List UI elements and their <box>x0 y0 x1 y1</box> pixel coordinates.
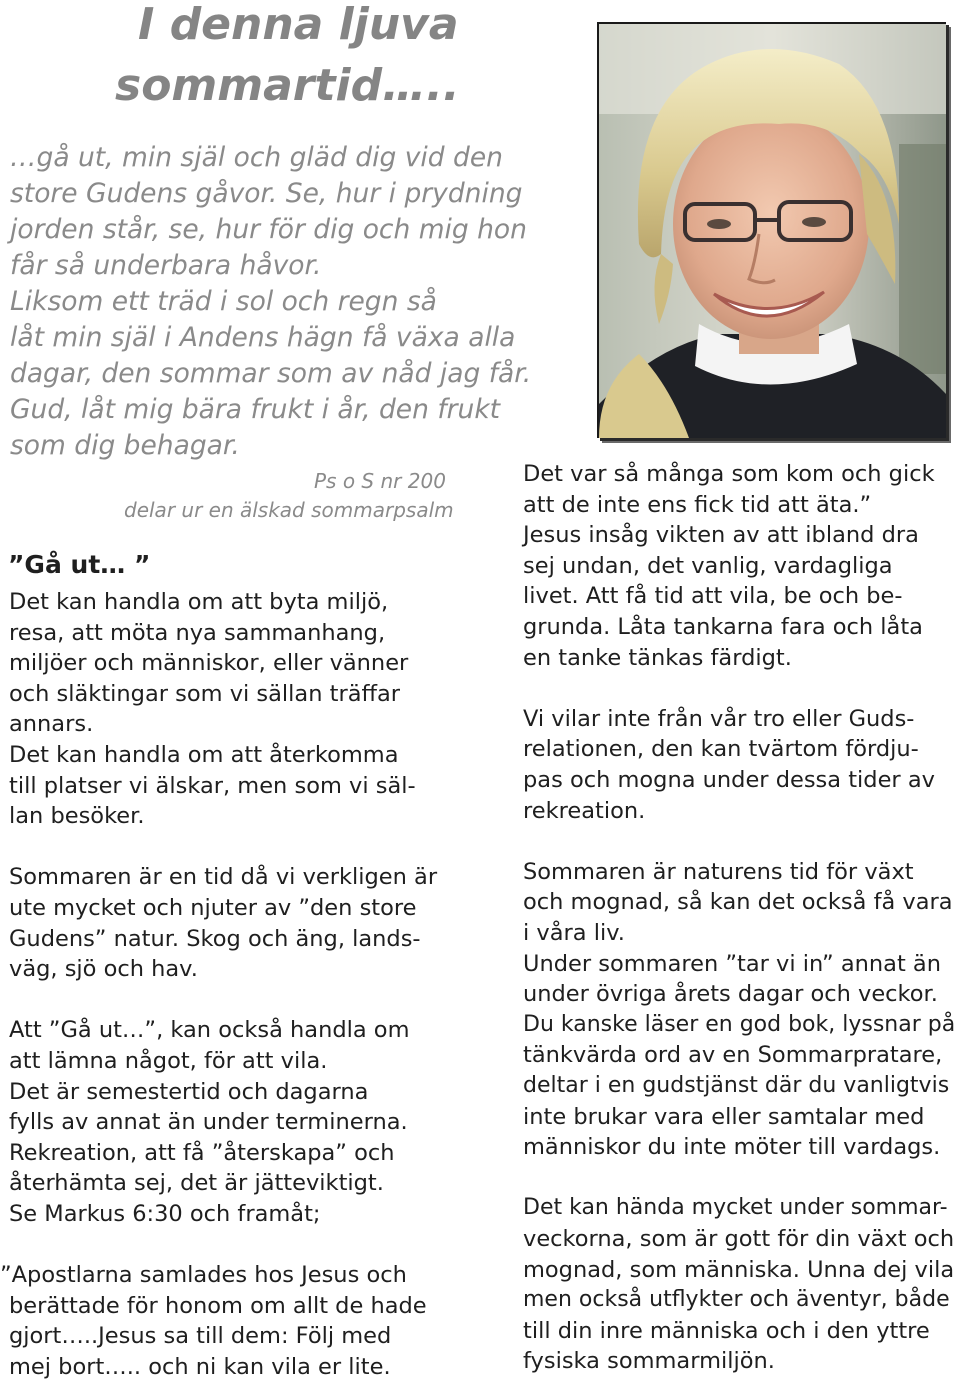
left-column-line: Att ”Gå ut…”, kan också handla om <box>9 1017 410 1044</box>
right-column-line: i våra liv. <box>523 920 625 946</box>
portrait-photo <box>597 22 946 438</box>
right-column-line: Det var så många som kom och gick <box>523 461 935 487</box>
right-column-line: och mognad, så kan det också få vara <box>523 889 953 916</box>
left-column-line: miljöer och människor, eller vänner <box>9 650 409 677</box>
left-column-line: gjort…..Jesus sa till dem: Följ med <box>9 1323 392 1350</box>
right-column-line: en tanke tänkas färdigt. <box>523 644 792 671</box>
right-column-line: fysiska sommarmiljön. <box>523 1348 775 1375</box>
psalm-line: store Gudens gåvor. Se, hur i prydning <box>10 178 523 209</box>
right-column-line: Vi vilar inte från vår tro eller Guds- <box>523 705 915 732</box>
right-column-line: rekreation. <box>523 797 646 824</box>
left-column-line: Sommaren är en tid då vi verkligen är <box>9 864 438 891</box>
psalm-line: …gå ut, min själ och gläd dig vid den <box>10 142 503 173</box>
left-column-line: att lämna något, för att vila. <box>9 1048 328 1074</box>
left-column-line: Det kan handla om att byta miljö, <box>9 589 389 615</box>
right-column-line: tänkvärda ord av en Sommarpratare, <box>523 1042 943 1069</box>
psalm-attribution-source: Ps o S nr 200 <box>314 469 446 493</box>
left-column-line: ute mycket och njuter av ”den store <box>9 895 417 921</box>
psalm-line: låt min själ i Andens hägn få växa alla <box>10 322 516 353</box>
right-column-line: Sommaren är naturens tid för växt <box>523 858 914 885</box>
title-line-1: I denna ljuva <box>138 0 459 50</box>
right-column-line: deltar i en gudstjänst där du vanligtvis <box>523 1073 950 1098</box>
left-column-line: Det kan handla om att återkomma <box>9 742 399 768</box>
right-column-line: relationen, den kan tvärtom fördju- <box>523 736 919 763</box>
left-column-line: mej bort….. och ni kan vila er lite. <box>9 1354 391 1380</box>
left-column-line: Det är semestertid och dagarna <box>9 1078 369 1105</box>
title-line-2: sommartid….. <box>115 60 460 111</box>
left-column-line: Rekreation, att få ”återskapa” och <box>9 1139 395 1166</box>
left-column-line: Se Markus 6:30 och framåt; <box>9 1201 321 1227</box>
right-column-line: Det kan hända mycket under sommar- <box>523 1195 948 1221</box>
psalm-line: Liksom ett träd i sol och regn så <box>10 286 437 317</box>
right-column-line: människor du inte möter till vardags. <box>523 1134 941 1161</box>
psalm-attribution-note: delar ur en älskad sommarpsalm <box>124 498 454 522</box>
right-column-line: mognad, som människa. Unna dej vila <box>523 1256 955 1283</box>
left-column-line: annars. <box>9 711 94 738</box>
right-column-line: Under sommaren ”tar vi in” annat än <box>523 950 941 977</box>
right-column-line: sej undan, det vanlig, vardagliga <box>523 552 893 579</box>
right-column-line: Jesus insåg vikten av att ibland dra <box>523 522 919 549</box>
left-column-line: fylls av annat än under terminerna. <box>9 1109 408 1136</box>
left-column-line: till platser vi älskar, men som vi säl- <box>9 772 416 799</box>
psalm-line: får så underbara håvor. <box>10 250 322 281</box>
left-column-line: ”Apostlarna samlades hos Jesus och <box>0 1262 407 1289</box>
psalm-line: som dig behagar. <box>10 430 240 461</box>
left-column-line: lan besöker. <box>9 803 145 830</box>
right-column-line: Du kanske läser en god bok, lyssnar på <box>523 1011 956 1037</box>
left-column-line: och släktingar som vi sällan träffar <box>9 680 401 707</box>
right-column-line: livet. Att få tid att vila, be och be- <box>523 583 903 610</box>
left-column-line: väg, sjö och hav. <box>9 956 198 983</box>
left-column-line: Gudens” natur. Skog och äng, lands- <box>9 925 421 952</box>
right-column-line: men också utflykter och äventyr, både <box>523 1287 950 1313</box>
portrait-illustration <box>599 24 946 438</box>
left-column-line: återhämta sej, det är jätteviktigt. <box>9 1170 384 1197</box>
section-heading: ”Gå ut… ” <box>8 550 151 579</box>
right-column-line: att de inte ens fick tid att äta.” <box>523 491 872 518</box>
left-column-line: berättade för honom om allt de hade <box>9 1292 427 1319</box>
psalm-line: dagar, den sommar som av nåd jag får. <box>10 358 532 389</box>
right-column-line: pas och mogna under dessa tider av <box>523 767 935 793</box>
right-column-line: veckorna, som är gott för din växt och <box>523 1226 955 1252</box>
right-column-line: under övriga årets dagar och veckor. <box>523 981 938 1008</box>
psalm-line: jorden står, se, hur för dig och mig hon <box>10 214 527 245</box>
psalm-line: Gud, låt mig bära frukt i år, den frukt <box>10 394 501 425</box>
right-column-line: till din inre människa och i den yttre <box>523 1317 930 1344</box>
left-column-line: resa, att möta nya sammanhang, <box>9 619 386 646</box>
right-column-line: grunda. Låta tankarna fara och låta <box>523 614 923 640</box>
right-column-line: inte brukar vara eller samtalar med <box>523 1103 925 1130</box>
